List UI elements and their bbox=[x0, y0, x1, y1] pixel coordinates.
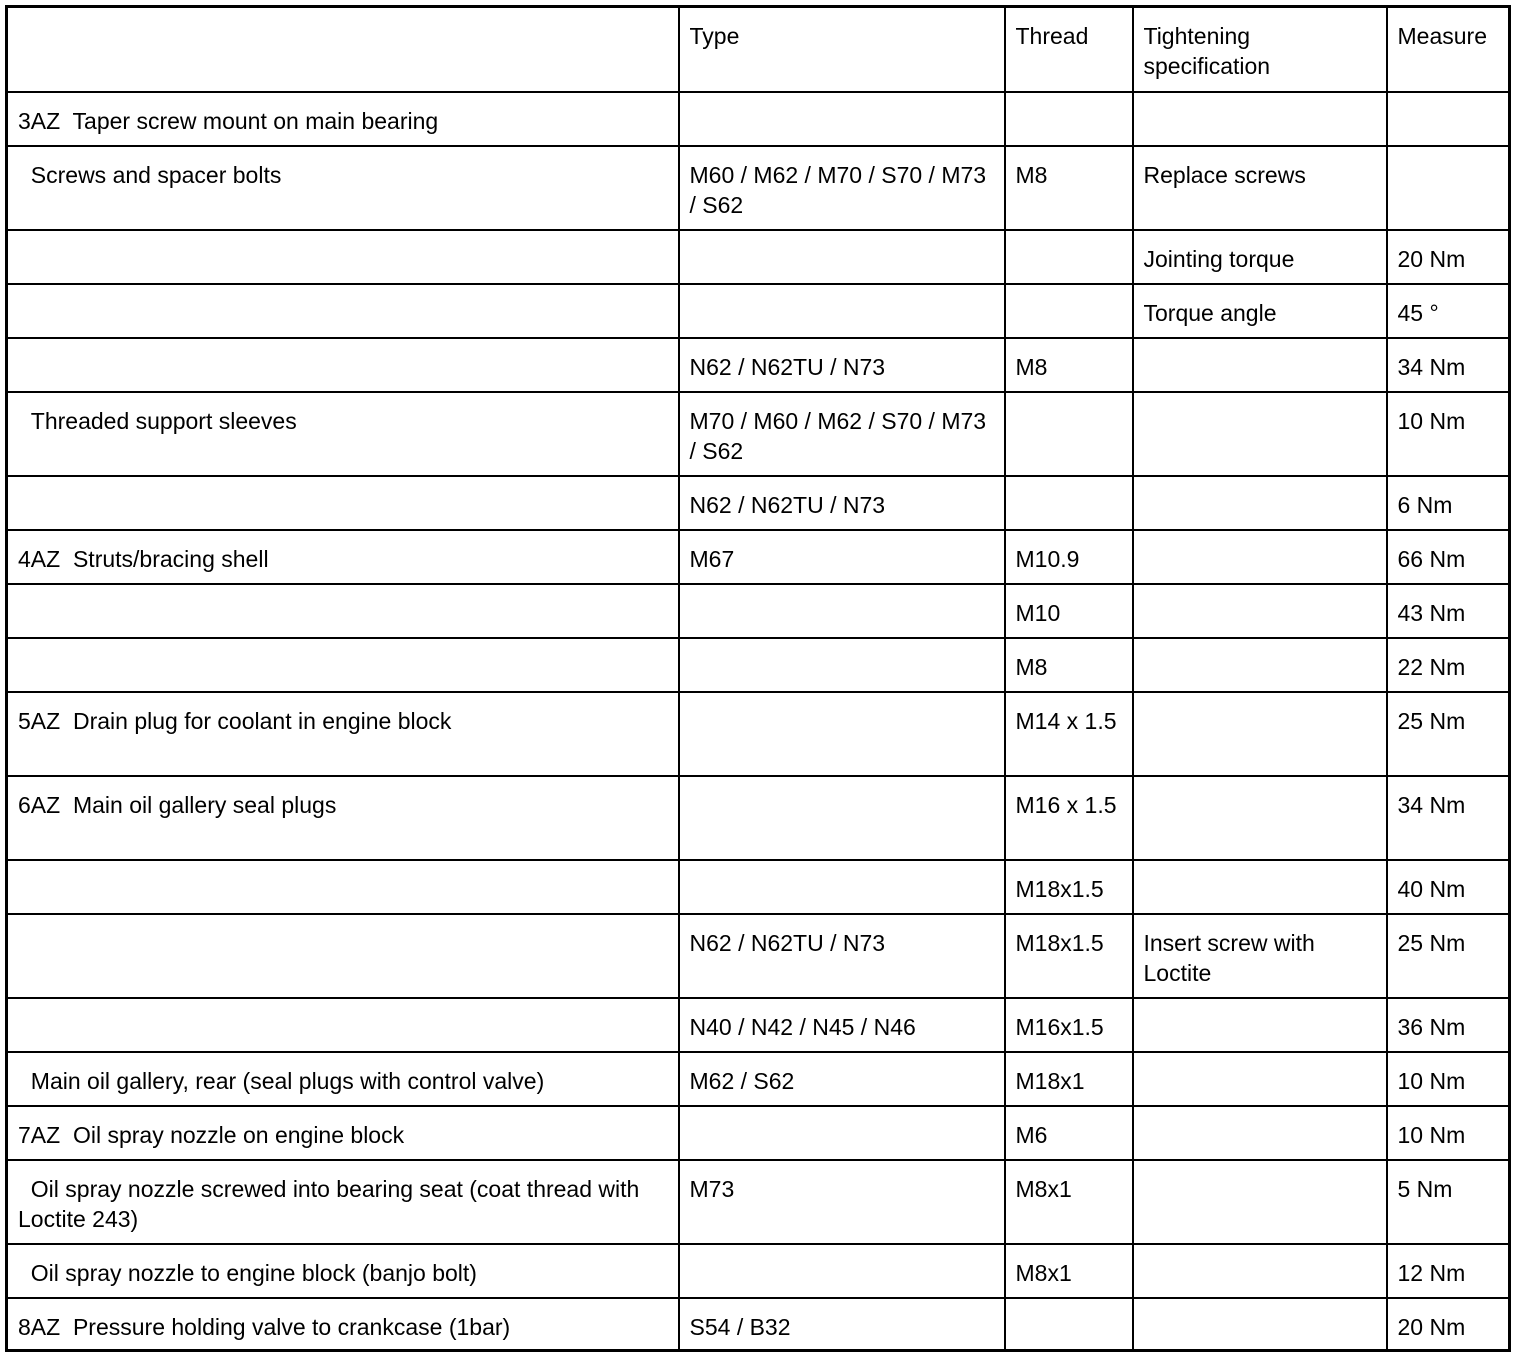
cell-thread bbox=[1005, 476, 1133, 530]
cell-description: 7AZ Oil spray nozzle on engine block bbox=[7, 1106, 679, 1160]
cell-measure: 34 Nm bbox=[1387, 776, 1510, 860]
table-header-row bbox=[7, 7, 1510, 92]
cell-thread: M10 bbox=[1005, 584, 1133, 638]
table-row bbox=[7, 638, 1510, 692]
cell-thread: M10.9 bbox=[1005, 530, 1133, 584]
cell-spec: Torque angle bbox=[1133, 284, 1387, 338]
cell-thread: M8 bbox=[1005, 638, 1133, 692]
cell-thread: M8x1 bbox=[1005, 1244, 1133, 1298]
header-measure: Measure bbox=[1387, 7, 1510, 92]
cell-spec bbox=[1133, 476, 1387, 530]
cell-measure: 34 Nm bbox=[1387, 338, 1510, 392]
cell-measure: 25 Nm bbox=[1387, 692, 1510, 776]
cell-description bbox=[7, 230, 679, 284]
table-row bbox=[7, 1106, 1510, 1160]
table-row bbox=[7, 1052, 1510, 1106]
header-description bbox=[7, 7, 679, 92]
cell-spec: Insert screw with Loctite bbox=[1133, 914, 1387, 998]
cell-description bbox=[7, 284, 679, 338]
cell-spec bbox=[1133, 1244, 1387, 1298]
cell-spec bbox=[1133, 530, 1387, 584]
header-thread: Thread bbox=[1005, 7, 1133, 92]
cell-spec bbox=[1133, 1160, 1387, 1244]
cell-spec: Replace screws bbox=[1133, 146, 1387, 230]
cell-description: Oil spray nozzle screwed into bearing seat (coat thread with Loctite 243) bbox=[7, 1160, 679, 1244]
cell-type bbox=[679, 1106, 1005, 1160]
cell-thread bbox=[1005, 92, 1133, 146]
cell-measure: 40 Nm bbox=[1387, 860, 1510, 914]
cell-thread: M18x1.5 bbox=[1005, 860, 1133, 914]
cell-thread: M8 bbox=[1005, 338, 1133, 392]
table-row bbox=[7, 476, 1510, 530]
cell-type: N62 / N62TU / N73 bbox=[679, 338, 1005, 392]
cell-type: M62 / S62 bbox=[679, 1052, 1005, 1106]
cell-spec bbox=[1133, 92, 1387, 146]
cell-spec bbox=[1133, 860, 1387, 914]
cell-type: N40 / N42 / N45 / N46 bbox=[679, 998, 1005, 1052]
cell-type bbox=[679, 92, 1005, 146]
cell-description: 6AZ Main oil gallery seal plugs bbox=[7, 776, 679, 860]
cell-type bbox=[679, 284, 1005, 338]
cell-type: M70 / M60 / M62 / S70 / M73 / S62 bbox=[679, 392, 1005, 476]
header-type: Type bbox=[679, 7, 1005, 92]
cell-measure: 20 Nm bbox=[1387, 1298, 1510, 1351]
cell-description: Main oil gallery, rear (seal plugs with control valve) bbox=[7, 1052, 679, 1106]
cell-thread: M18x1 bbox=[1005, 1052, 1133, 1106]
cell-type: S54 / B32 bbox=[679, 1298, 1005, 1351]
cell-spec bbox=[1133, 1106, 1387, 1160]
cell-spec bbox=[1133, 338, 1387, 392]
cell-type bbox=[679, 860, 1005, 914]
cell-description: Screws and spacer bolts bbox=[7, 146, 679, 230]
cell-thread bbox=[1005, 284, 1133, 338]
cell-thread bbox=[1005, 230, 1133, 284]
header-tightening-specification: Tightening specification bbox=[1133, 7, 1387, 92]
cell-description: Oil spray nozzle to engine block (banjo bolt) bbox=[7, 1244, 679, 1298]
cell-measure: 12 Nm bbox=[1387, 1244, 1510, 1298]
table-row bbox=[7, 284, 1510, 338]
cell-measure bbox=[1387, 92, 1510, 146]
table-row bbox=[7, 914, 1510, 998]
cell-type bbox=[679, 230, 1005, 284]
cell-description bbox=[7, 998, 679, 1052]
cell-measure: 6 Nm bbox=[1387, 476, 1510, 530]
cell-thread: M16x1.5 bbox=[1005, 998, 1133, 1052]
cell-measure: 5 Nm bbox=[1387, 1160, 1510, 1244]
cell-description bbox=[7, 638, 679, 692]
cell-thread bbox=[1005, 392, 1133, 476]
cell-thread: M8 bbox=[1005, 146, 1133, 230]
table-row bbox=[7, 392, 1510, 476]
cell-spec bbox=[1133, 1298, 1387, 1351]
cell-description: 3AZ Taper screw mount on main bearing bbox=[7, 92, 679, 146]
table-row bbox=[7, 530, 1510, 584]
cell-spec bbox=[1133, 692, 1387, 776]
cell-description: 5AZ Drain plug for coolant in engine block bbox=[7, 692, 679, 776]
table-row bbox=[7, 860, 1510, 914]
table-row bbox=[7, 998, 1510, 1052]
table-row bbox=[7, 338, 1510, 392]
cell-description bbox=[7, 476, 679, 530]
cell-measure: 10 Nm bbox=[1387, 1052, 1510, 1106]
cell-type: M67 bbox=[679, 530, 1005, 584]
cell-thread: M16 x 1.5 bbox=[1005, 776, 1133, 860]
cell-spec bbox=[1133, 392, 1387, 476]
cell-type: M73 bbox=[679, 1160, 1005, 1244]
cell-thread: M14 x 1.5 bbox=[1005, 692, 1133, 776]
cell-description bbox=[7, 338, 679, 392]
cell-measure: 43 Nm bbox=[1387, 584, 1510, 638]
table-row bbox=[7, 146, 1510, 230]
table-row bbox=[7, 692, 1510, 776]
cell-type: N62 / N62TU / N73 bbox=[679, 914, 1005, 998]
cell-measure: 36 Nm bbox=[1387, 998, 1510, 1052]
table-row bbox=[7, 230, 1510, 284]
cell-measure: 10 Nm bbox=[1387, 1106, 1510, 1160]
cell-description: 8AZ Pressure holding valve to crankcase (1bar) bbox=[7, 1298, 679, 1351]
cell-measure: 45 ° bbox=[1387, 284, 1510, 338]
cell-description: 4AZ Struts/bracing shell bbox=[7, 530, 679, 584]
cell-thread: M18x1.5 bbox=[1005, 914, 1133, 998]
cell-description bbox=[7, 860, 679, 914]
cell-measure: 66 Nm bbox=[1387, 530, 1510, 584]
cell-measure: 25 Nm bbox=[1387, 914, 1510, 998]
table-row bbox=[7, 776, 1510, 860]
cell-measure: 22 Nm bbox=[1387, 638, 1510, 692]
table-row bbox=[7, 1298, 1510, 1351]
cell-type bbox=[679, 692, 1005, 776]
cell-type: M60 / M62 / M70 / S70 / M73 / S62 bbox=[679, 146, 1005, 230]
cell-spec bbox=[1133, 776, 1387, 860]
table-row bbox=[7, 1244, 1510, 1298]
cell-spec bbox=[1133, 638, 1387, 692]
cell-type bbox=[679, 776, 1005, 860]
cell-type bbox=[679, 584, 1005, 638]
cell-type: N62 / N62TU / N73 bbox=[679, 476, 1005, 530]
cell-thread: M6 bbox=[1005, 1106, 1133, 1160]
cell-spec bbox=[1133, 584, 1387, 638]
cell-measure: 20 Nm bbox=[1387, 230, 1510, 284]
tightening-torque-table bbox=[5, 5, 1511, 1352]
cell-spec bbox=[1133, 998, 1387, 1052]
cell-description bbox=[7, 914, 679, 998]
cell-thread bbox=[1005, 1298, 1133, 1351]
cell-description bbox=[7, 584, 679, 638]
cell-type bbox=[679, 1244, 1005, 1298]
cell-spec: Jointing torque bbox=[1133, 230, 1387, 284]
cell-spec bbox=[1133, 1052, 1387, 1106]
cell-thread: M8x1 bbox=[1005, 1160, 1133, 1244]
cell-description: Threaded support sleeves bbox=[7, 392, 679, 476]
cell-measure: 10 Nm bbox=[1387, 392, 1510, 476]
cell-measure bbox=[1387, 146, 1510, 230]
table-row bbox=[7, 1160, 1510, 1244]
table-row bbox=[7, 584, 1510, 638]
cell-type bbox=[679, 638, 1005, 692]
table-row bbox=[7, 92, 1510, 146]
